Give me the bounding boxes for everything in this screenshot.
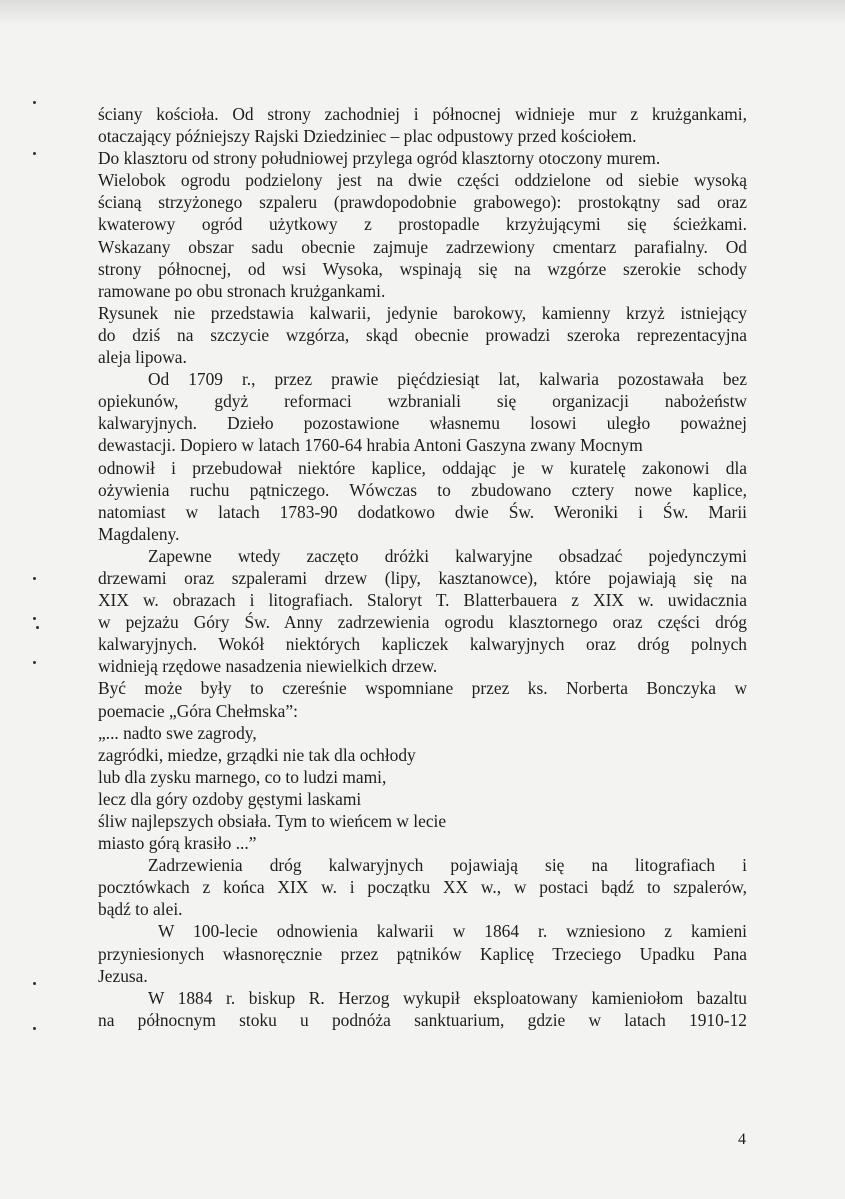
scan-speck xyxy=(33,661,36,664)
text-line: przyniesionych własnoręcznie przez pątników Kaplicę Trzeciego Upadku Pana xyxy=(98,943,747,964)
text-line: Wielobok ogrodu podzielony jest na dwie części oddzielone od siebie wysoką xyxy=(98,170,747,191)
text-line: Wskazany obszar sadu obecnie zajmuje zadrzewiony cmentarz parafialny. Od xyxy=(98,236,747,257)
text-line: ściany kościoła. Od strony zachodniej i północnej widnieje mur z krużgankami, xyxy=(98,104,747,124)
text-line: strony północnej, od wsi Wysoka, wspinają się na wzgórze szerokie schody xyxy=(98,258,747,279)
text-line: kalwaryjnych. Dzieło pozostawione własnemu losowi uległo poważnej xyxy=(98,413,747,434)
quote-line: lecz dla góry ozdoby gęstymi laskami xyxy=(98,788,362,809)
text-line: pocztówkach z końca XIX w. i początku XX w., w postaci bądź to szpalerów, xyxy=(98,877,747,898)
quote-line: zagródki, miedze, grządki nie tak dla ochłody xyxy=(98,744,416,765)
text-line: odnowił i przebudował niektóre kaplice, oddając je w kuratelę zakonowi dla xyxy=(98,457,747,478)
scan-speck xyxy=(36,626,39,629)
text-line: widnieją rzędowe nasadzenia niewielkich drzew. xyxy=(98,656,438,677)
text-line: opiekunów, gdyż reformaci wzbraniali się organizacji nabożeństw xyxy=(98,391,747,412)
scan-speck xyxy=(33,577,36,580)
text-line: W 1884 r. biskup R. Herzog wykupił eksploatowany kamieniołom bazaltu xyxy=(148,987,747,1008)
text-line: Jezusa. xyxy=(98,965,148,986)
text-line: natomiast w latach 1783-90 dodatkowo dwie Św. Weroniki i Św. Marii xyxy=(98,501,747,522)
scan-speck xyxy=(33,982,36,985)
text-line: otaczający późniejszy Rajski Dziedziniec – plac odpustowy przed kościołem. xyxy=(98,126,637,147)
text-line: dewastacji. Dopiero w latach 1760-64 hrabia Antoni Gaszyna zwany Mocnym xyxy=(98,435,643,456)
text-line: ścianą strzyżonego szpaleru (prawdopodobnie grabowego): prostokątny sad oraz xyxy=(98,192,747,213)
quote-line: śliw najlepszych obsiała. Tym to wieńcem w lecie xyxy=(98,811,447,831)
text-line: kwaterowy ogród użytkowy z prostopadle krzyżującymi się ścieżkami. xyxy=(98,214,747,235)
text-line: Rysunek nie przedstawia kalwarii, jedynie barokowy, kamienny krzyż istniejący xyxy=(98,302,747,323)
text-line: poemacie „Góra Chełmska”: xyxy=(98,700,298,721)
scan-speck xyxy=(33,101,36,104)
text-line: drzewami oraz szpalerami drzew (lipy, kasztanowce), które pojawiają się na xyxy=(98,567,747,588)
text-line: Do klasztoru od strony południowej przylega ogród klasztorny otoczony murem. xyxy=(98,148,661,169)
quote-line: lub dla zysku marnego, co to ludzi mami, xyxy=(98,766,387,787)
text-line: Od 1709 r., przez prawie pięćdziesiąt lat, kalwaria pozostawała bez xyxy=(148,369,747,390)
scan-speck xyxy=(33,1027,36,1030)
body-text xyxy=(98,103,747,1031)
text-line: ożywienia ruchu pątniczego. Wówczas to zbudowano cztery nowe kaplice, xyxy=(98,479,747,500)
text-line: XIX w. obrazach i litografiach. Staloryt T. Blatterbauera z XIX w. uwidacznia xyxy=(98,590,747,611)
text-line: bądź to alei. xyxy=(98,899,183,920)
text-line: Zadrzewienia dróg kalwaryjnych pojawiają się na litografiach i xyxy=(148,855,747,876)
text-line: Magdaleny. xyxy=(98,523,180,544)
text-line: w pejzażu Góry Św. Anny zadrzewienia ogrodu klasztornego oraz części dróg xyxy=(98,612,747,633)
text-line: aleja lipowa. xyxy=(98,347,187,368)
text-line: W 100-lecie odnowienia kalwarii w 1864 r. wzniesiono z kamieni xyxy=(158,921,747,942)
scan-speck xyxy=(33,152,36,155)
text-line: kalwaryjnych. Wokół niektórych kapliczek kalwaryjnych oraz dróg polnych xyxy=(98,634,747,655)
text-line: do dziś na szczycie wzgórza, skąd obecnie prowadzi szeroka reprezentacyjna xyxy=(98,324,747,345)
text-line: Być może były to czereśnie wspomniane przez ks. Norberta Bonczyka w xyxy=(98,678,747,699)
text-line: na północnym stoku u podnóża sanktuarium, gdzie w latach 1910-12 xyxy=(98,1009,747,1030)
quote-line: miasto górą krasiło ...” xyxy=(98,833,257,854)
quote-line: „... nadto swe zagrody, xyxy=(98,722,257,743)
text-line: ramowane po obu stronach krużgankami. xyxy=(98,280,386,301)
text-line: Zapewne wtedy zaczęto dróżki kalwaryjne obsadzać pojedynczymi xyxy=(148,545,747,566)
page-number: 4 xyxy=(738,1131,746,1148)
scan-speck xyxy=(33,617,36,620)
